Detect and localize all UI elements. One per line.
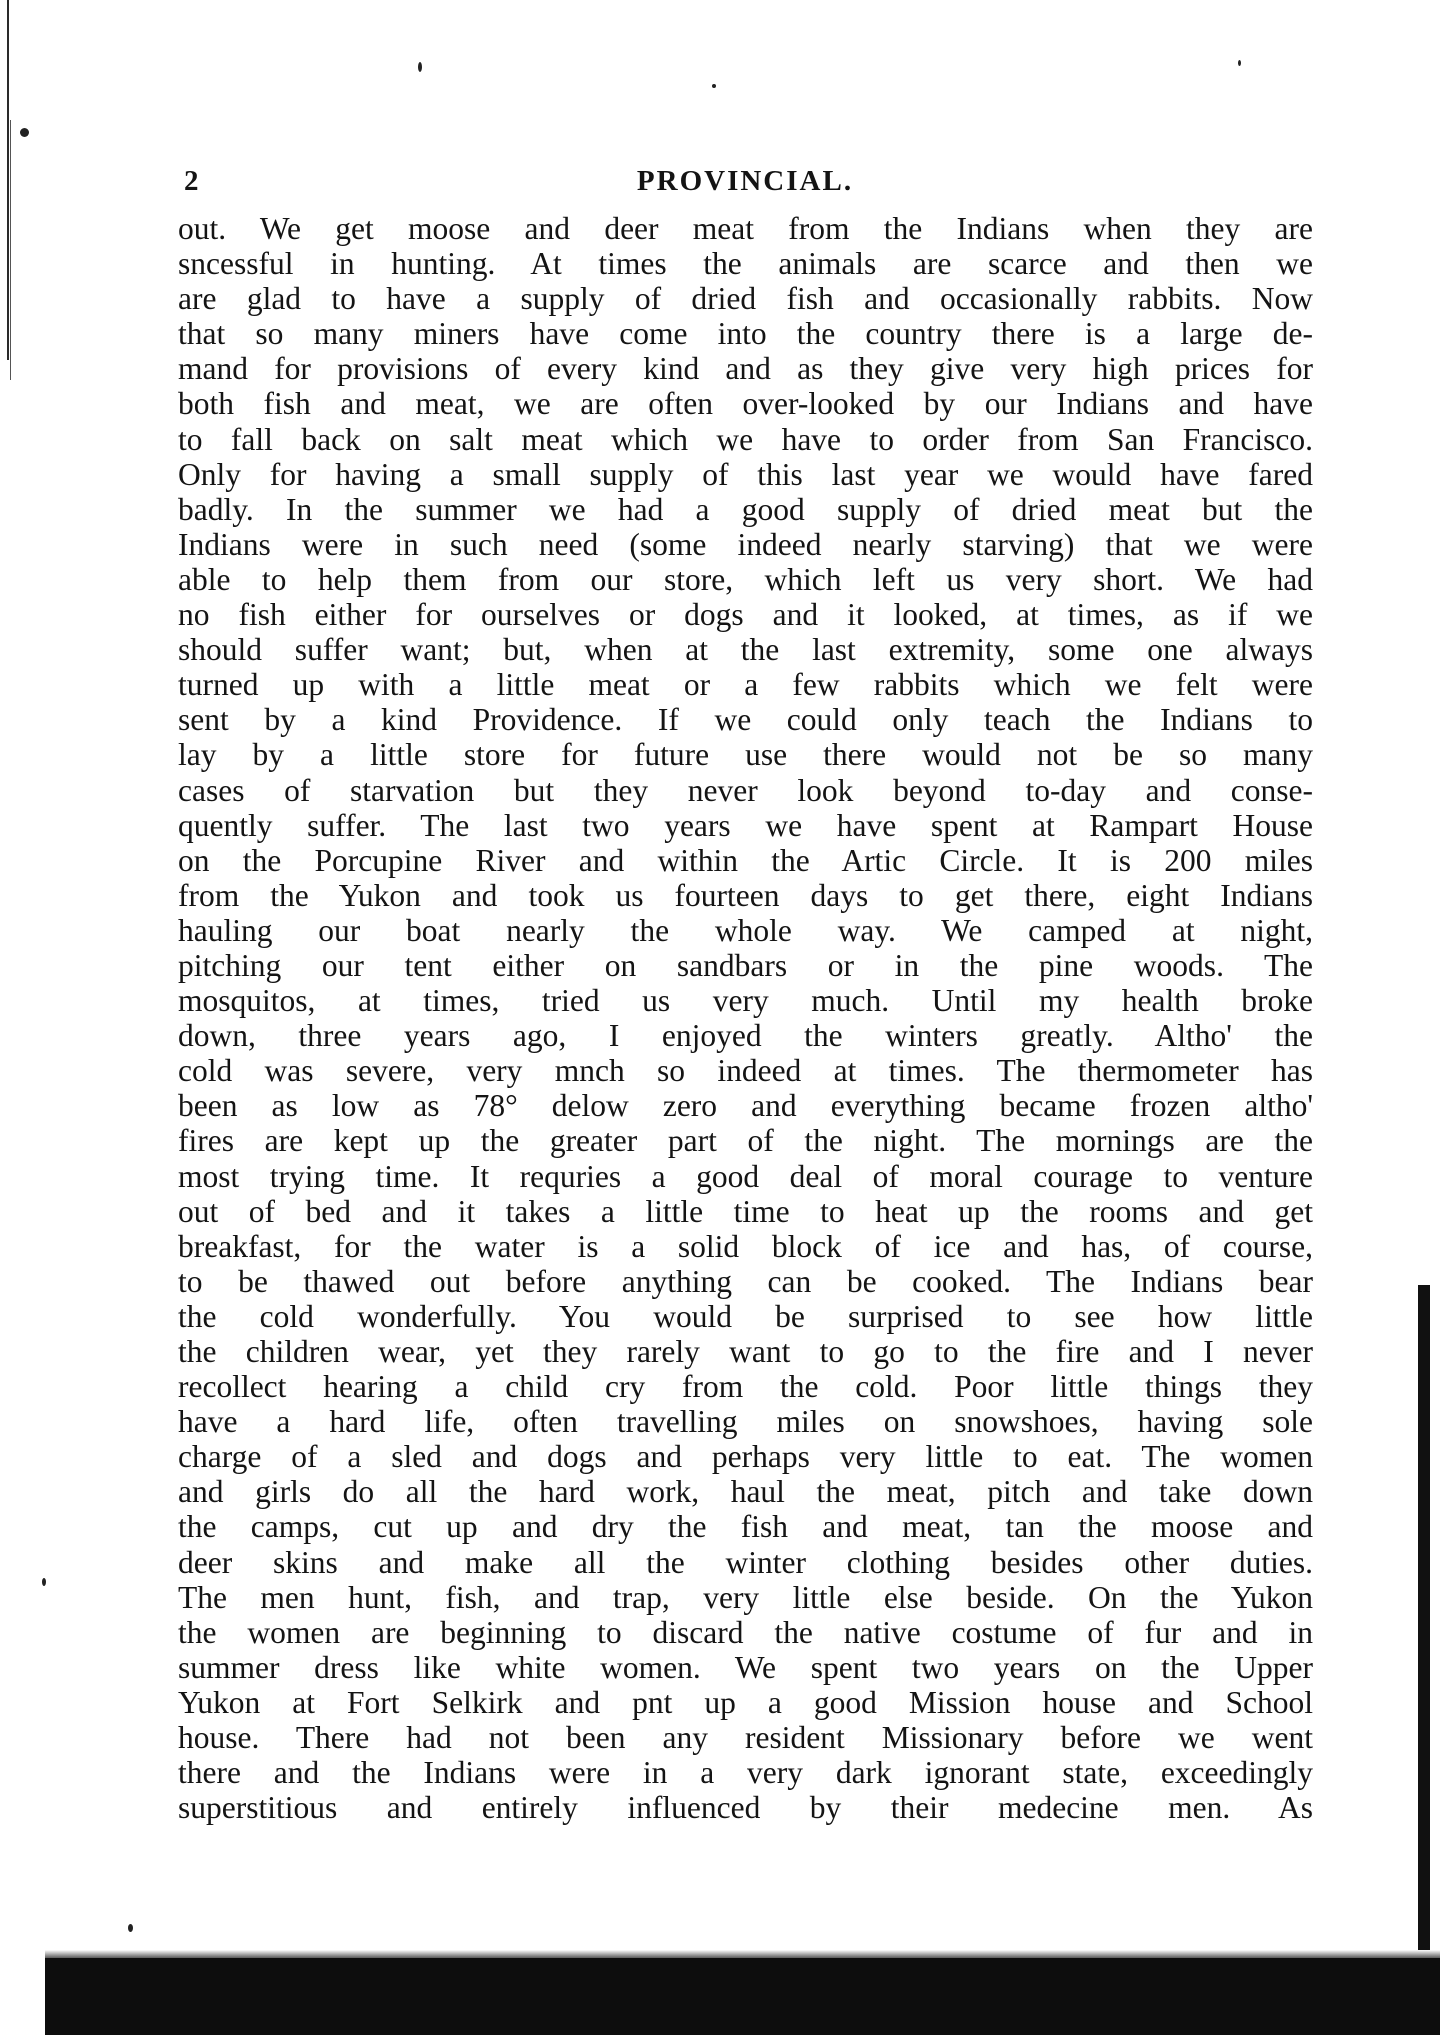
- scan-speck: [128, 1924, 133, 1932]
- text-line: house. There had not been any resident Missionary before we went: [178, 1720, 1313, 1756]
- scan-speck: [1238, 60, 1241, 66]
- scan-edge-shadow-bottom: [45, 1958, 1440, 2035]
- running-title: PROVINCIAL.: [636, 165, 854, 197]
- text-line: out of bed and it takes a little time to heat up the rooms and get: [178, 1193, 1313, 1229]
- text-line: pitching our tent either on sandbars or in the pine woods. The: [178, 947, 1313, 983]
- scan-speck: [20, 128, 29, 137]
- text-line: lay by a little store for future use there would not be so many: [178, 737, 1313, 773]
- text-line: hauling our boat nearly the whole way. We camped at night,: [178, 912, 1313, 948]
- text-line: the children wear, yet they rarely want to go to the fire and I never: [178, 1334, 1313, 1369]
- scan-speck: [42, 1578, 46, 1586]
- text-line: have a hard life, often travelling miles on snowshoes, having sole: [178, 1404, 1313, 1440]
- text-line: mosquitos, at times, tried us very much. Until my health broke: [178, 983, 1313, 1019]
- text-line: fires are kept up the greater part of the night. The mornings are the: [178, 1123, 1313, 1159]
- body-text: [178, 211, 1313, 1825]
- text-line: cases of starvation but they never look beyond to-day and conse-: [178, 772, 1313, 808]
- text-line: quently suffer. The last two years we have spent at Rampart House: [178, 807, 1313, 843]
- text-line: no fish either for ourselves or dogs and it looked, at times, as if we: [178, 597, 1313, 633]
- text-line: to be thawed out before anything can be cooked. The Indians bear: [178, 1263, 1313, 1299]
- text-line: Only for having a small supply of this last year we would have fared: [178, 456, 1313, 492]
- text-line: the women are beginning to discard the native costume of fur and in: [178, 1614, 1313, 1650]
- text-line: are glad to have a supply of dried fish and occasionally rabbits. Now: [178, 281, 1313, 317]
- text-line: to fall back on salt meat which we have to order from San Francisco.: [178, 421, 1313, 457]
- text-line: Indians were in such need (some indeed nearly starving) that we were: [178, 526, 1313, 562]
- text-line: out. We get moose and deer meat from the Indians when they are: [178, 211, 1313, 246]
- text-line: The men hunt, fish, and trap, very little else beside. On the Yukon: [178, 1579, 1313, 1615]
- text-line: Yukon at Fort Selkirk and pnt up a good Mission house and School: [178, 1684, 1313, 1720]
- page-number: 2: [184, 165, 199, 197]
- text-line: sncessful in hunting. At times the animals are scarce and then we: [178, 246, 1313, 282]
- text-line: from the Yukon and took us fourteen days to get there, eight Indians: [178, 877, 1313, 913]
- text-line: should suffer want; but, when at the last extremity, some one always: [178, 632, 1313, 668]
- text-line: summer dress like white women. We spent two years on the Upper: [178, 1649, 1313, 1685]
- text-line: there and the Indians were in a very dark ignorant state, exceedingly: [178, 1755, 1313, 1791]
- scan-edge-line-faint: [10, 120, 11, 380]
- text-line: charge of a sled and dogs and perhaps very little to eat. The women: [178, 1439, 1313, 1475]
- scan-speck: [712, 84, 716, 88]
- text-line: able to help them from our store, which left us very short. We had: [178, 561, 1313, 597]
- text-line: the camps, cut up and dry the fish and meat, tan the moose and: [178, 1509, 1313, 1545]
- text-line: recollect hearing a child cry from the cold. Poor little things they: [178, 1369, 1313, 1405]
- text-line: turned up with a little meat or a few rabbits which we felt were: [178, 667, 1313, 703]
- text-line: the cold wonderfully. You would be surprised to see how little: [178, 1298, 1313, 1334]
- scan-speck: [418, 62, 422, 72]
- text-line: sent by a kind Providence. If we could only teach the Indians to: [178, 702, 1313, 738]
- page-header: [180, 165, 1310, 215]
- scan-edge-line: [7, 0, 9, 360]
- text-line: cold was severe, very mnch so indeed at times. The thermometer has: [178, 1053, 1313, 1089]
- text-line: and girls do all the hard work, haul the meat, pitch and take down: [178, 1474, 1313, 1510]
- text-line: most trying time. It requries a good deal of moral courage to venture: [178, 1158, 1313, 1194]
- text-line: superstitious and entirely influenced by their medecine men. As: [178, 1790, 1313, 1826]
- text-line: mand for provisions of every kind and as they give very high prices for: [178, 351, 1313, 387]
- text-line: deer skins and make all the winter clothing besides other duties.: [178, 1544, 1313, 1580]
- text-line: both fish and meat, we are often over-looked by our Indians and have: [178, 386, 1313, 422]
- text-line: badly. In the summer we had a good supply of dried meat but the: [178, 491, 1313, 527]
- text-line: that so many miners have come into the country there is a large de-: [178, 316, 1313, 352]
- text-line: breakfast, for the water is a solid block of ice and has, of course,: [178, 1228, 1313, 1264]
- text-line: on the Porcupine River and within the Artic Circle. It is 200 miles: [178, 842, 1313, 878]
- text-line: down, three years ago, I enjoyed the winters greatly. Altho' the: [178, 1018, 1313, 1054]
- text-line: been as low as 78° delow zero and everything became frozen altho': [178, 1088, 1313, 1124]
- scan-edge-shadow-right: [1418, 1285, 1430, 1995]
